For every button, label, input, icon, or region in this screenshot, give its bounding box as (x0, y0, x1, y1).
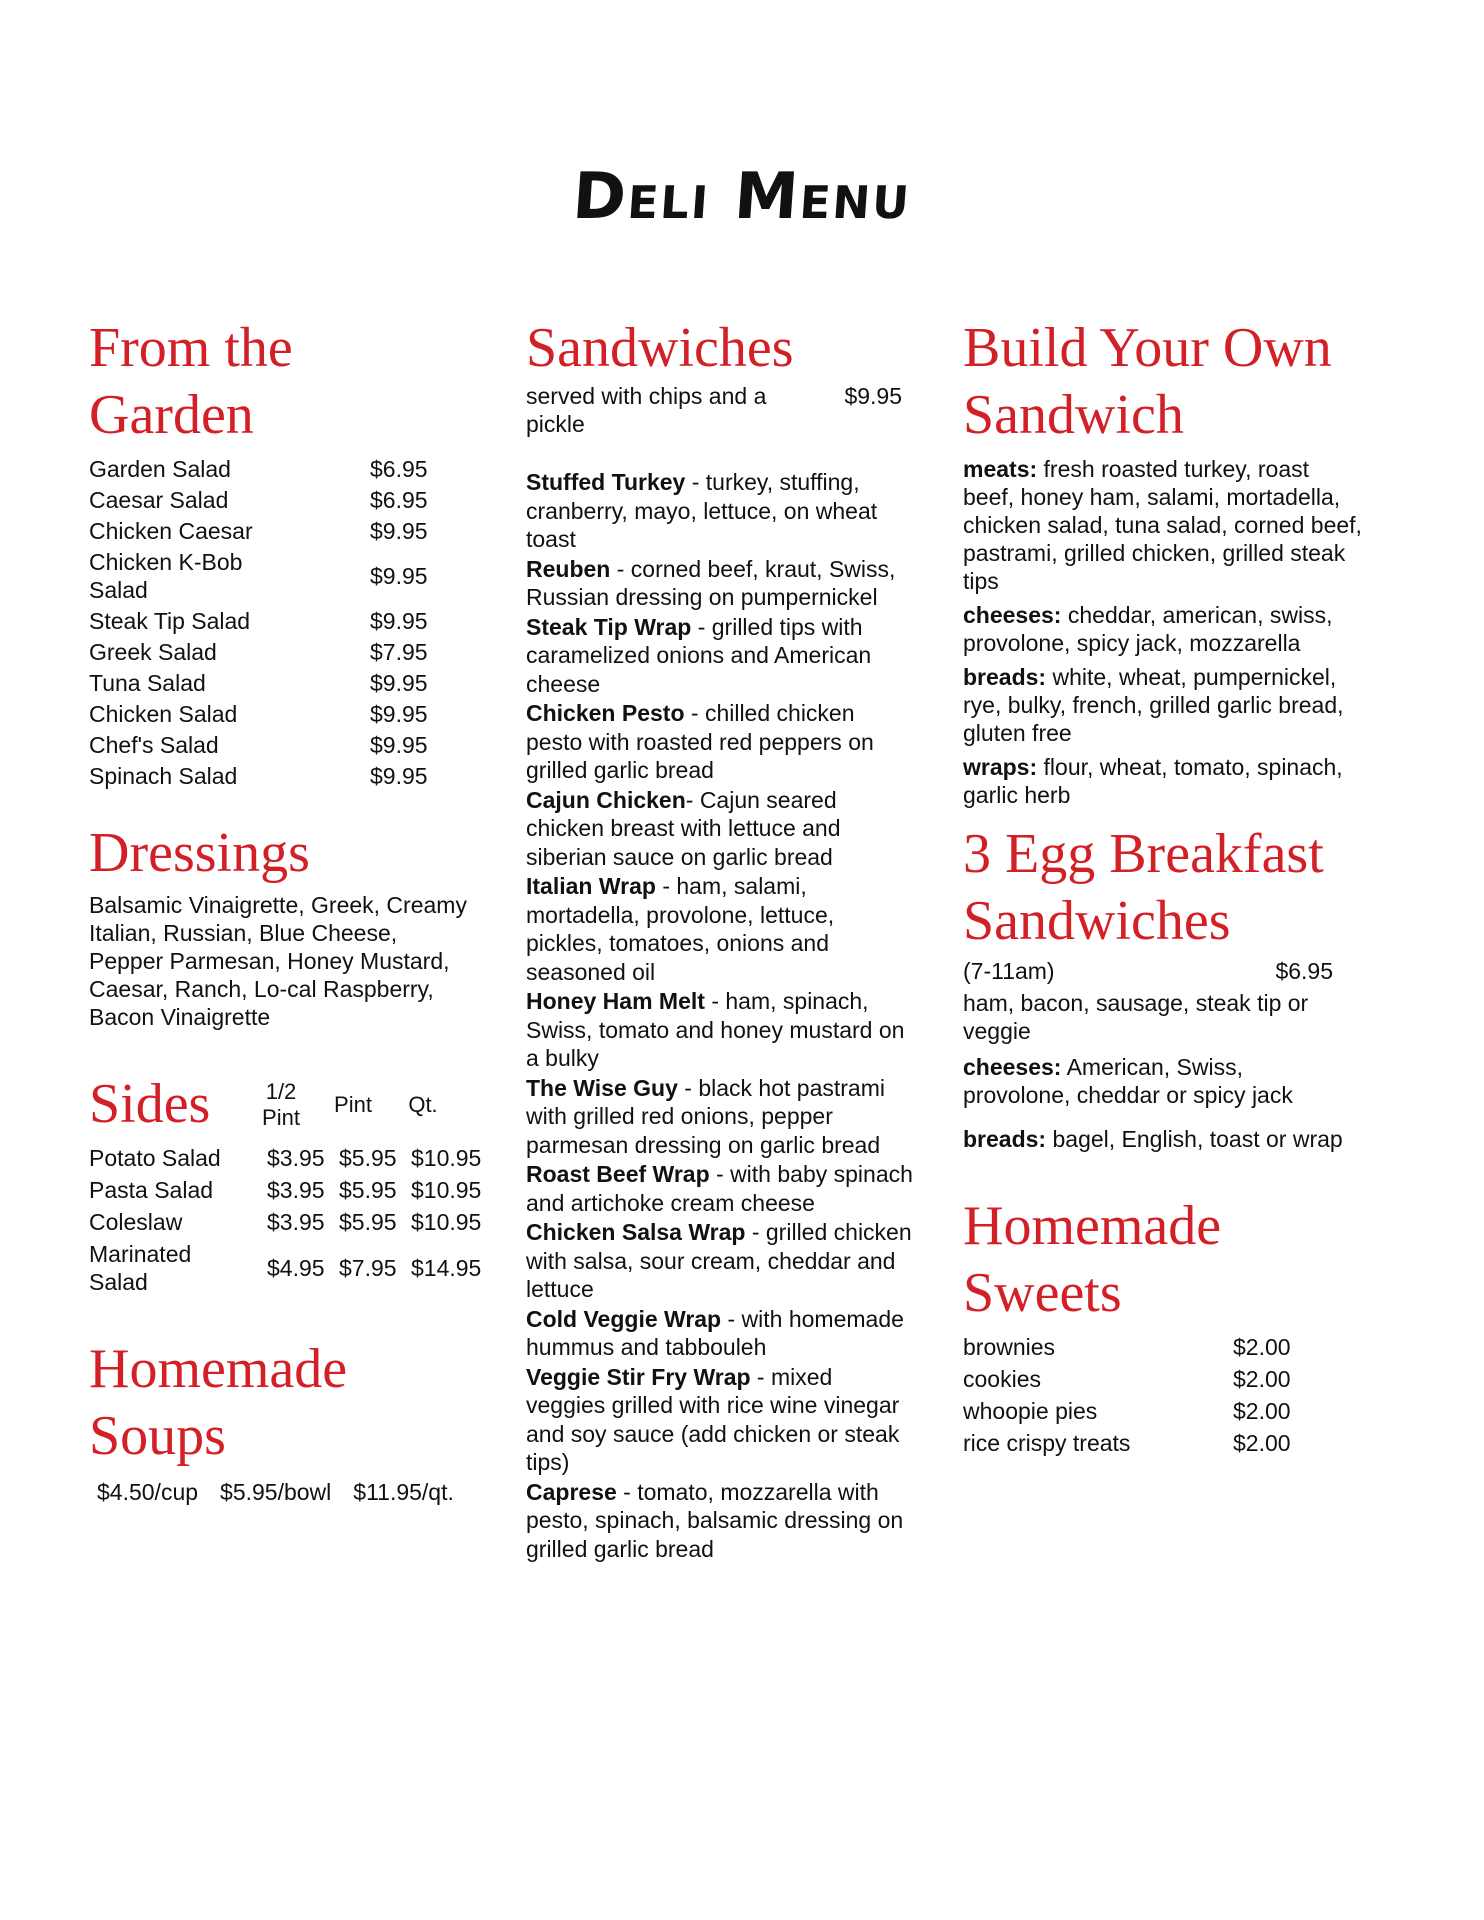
sweet-name: rice crispy treats (963, 1430, 1131, 1456)
table-row (89, 1176, 489, 1204)
sandwich-desc: - grilled tips with caramelized onions and American cheese (526, 613, 872, 697)
sandwich-desc: - Cajun seared chicken breast with lettuce and siberian sauce on garlic bread (526, 786, 841, 870)
table-row (89, 1240, 489, 1296)
list-item (89, 700, 489, 728)
table-row (89, 1208, 489, 1236)
option-label: cheeses: (963, 1054, 1062, 1080)
sides-heading: Sides (89, 1073, 211, 1135)
option-text: American, Swiss, provolone, cheddar or spicy jack (963, 1054, 1293, 1108)
sandwich-name: The Wise Guy (526, 1074, 678, 1101)
list-item (526, 468, 914, 554)
list-item (526, 1363, 914, 1477)
item-price: $9.95 (370, 732, 428, 758)
sandwich-name: Honey Ham Melt (526, 988, 705, 1014)
sandwich-name: Veggie Stir Fry Wrap (526, 1363, 751, 1390)
item-price: $9.95 (370, 701, 428, 727)
option-label: wraps: (963, 754, 1038, 780)
price-half: $4.95 (267, 1255, 325, 1281)
list-item (89, 607, 489, 635)
side-name: Coleslaw (89, 1209, 183, 1235)
sandwiches-heading: Sandwiches (526, 317, 794, 379)
build-heading: Build Your Own Sandwich (963, 317, 1332, 446)
sandwich-name: Italian Wrap (526, 873, 656, 899)
list-item (526, 1160, 914, 1217)
item-name: Chicken Caesar (89, 518, 253, 544)
sides-col-pint: Pint (334, 1091, 372, 1117)
price-half: $3.95 (267, 1177, 325, 1203)
sweets-heading: Homemade Sweets (963, 1195, 1222, 1324)
item-price: $9.95 (370, 563, 428, 589)
soups-prices (89, 1478, 489, 1506)
sandwiches-price: $9.95 (844, 383, 902, 409)
sweet-name: whoopie pies (963, 1398, 1098, 1424)
option-label: cheeses: (963, 602, 1062, 628)
price-pint: $7.95 (339, 1255, 397, 1281)
sandwich-name: Cajun Chicken (526, 786, 686, 813)
list-item (89, 731, 489, 759)
list-item (89, 669, 489, 697)
list-item (89, 486, 489, 514)
sides-col-qt: Qt. (408, 1091, 438, 1117)
item-price: $7.95 (370, 639, 428, 665)
price-qt: $10.95 (411, 1177, 482, 1203)
sweet-name: brownies (963, 1334, 1056, 1360)
list-item (526, 1305, 914, 1362)
price-pint: $5.95 (339, 1209, 397, 1235)
breakfast-hours: (7-11am) (963, 958, 1055, 984)
item-name: Steak Tip Salad (89, 608, 251, 634)
option-label: breads: (963, 664, 1047, 690)
sweets-list (963, 1333, 1373, 1457)
side-name: Pasta Salad (89, 1177, 214, 1203)
sandwich-list (526, 468, 914, 1563)
list-item (526, 1074, 914, 1160)
column-left (89, 315, 489, 1506)
list-item (526, 872, 914, 986)
sandwich-desc: - ham, spinach, Swiss, tomato and honey mustard on a bulky (526, 988, 905, 1071)
item-name: Spinach Salad (89, 763, 238, 789)
sandwich-desc: - with baby spinach and artichoke cream cheese (526, 1161, 913, 1216)
garden-heading: From the Garden (89, 317, 293, 446)
price-pint: $5.95 (339, 1177, 397, 1203)
dressings-text: Balsamic Vinaigrette, Greek, Creamy Italian, Russian, Blue Cheese, Pepper Parmesan, Honey Mustard, Caesar, Ranch, Lo-cal Raspberry, Bacon Vinaigrette (89, 892, 467, 1030)
sandwich-name: Chicken Salsa Wrap (526, 1219, 746, 1245)
list-item (526, 699, 914, 785)
item-price: $9.95 (370, 763, 428, 789)
column-center (526, 315, 916, 1564)
sandwich-name: Cold Veggie Wrap (526, 1305, 722, 1332)
sandwich-desc: - chilled chicken pesto with roasted red peppers on grilled garlic bread (526, 700, 874, 783)
option-label: breads: (963, 1126, 1047, 1152)
sweet-name: cookies (963, 1366, 1041, 1392)
item-price: $6.95 (370, 487, 428, 513)
sandwiches-subtitle-row (526, 382, 902, 438)
list-item (963, 1365, 1373, 1393)
build-option (963, 601, 1363, 657)
option-text: flour, wheat, tomato, spinach, garlic herb (963, 754, 1343, 808)
sides-header (89, 1071, 489, 1138)
sandwich-desc: - tomato, mozzarella with pesto, spinach, balsamic dressing on grilled garlic bread (526, 1478, 904, 1562)
breakfast-heading: 3 Egg Breakfast Sandwiches (963, 823, 1324, 952)
price-half: $3.95 (267, 1145, 325, 1171)
breakfast-options: ham, bacon, sausage, steak tip or veggie (963, 990, 1309, 1044)
sweet-price: $2.00 (1233, 1398, 1291, 1424)
sandwich-desc: - black hot pastrami with grilled red onions, pepper parmesan dressing on garlic bread (526, 1074, 885, 1158)
sandwich-name: Roast Beef Wrap (526, 1161, 710, 1187)
build-option (963, 455, 1363, 595)
item-name: Chicken K-Bob Salad (89, 549, 243, 603)
list-item (89, 548, 489, 604)
sandwich-name: Stuffed Turkey (526, 469, 686, 495)
breakfast-option (963, 1053, 1353, 1109)
breakfast-price: $6.95 (1275, 958, 1333, 984)
item-name: Caesar Salad (89, 487, 229, 513)
list-item (963, 1397, 1373, 1425)
sandwiches-subtitle: served with chips and a pickle (526, 383, 767, 437)
item-name: Chicken Salad (89, 701, 238, 727)
sandwich-desc: - mixed veggies grilled with rice wine vinegar and soy sauce (add chicken or steak tips) (526, 1363, 900, 1475)
sandwich-desc: - with homemade hummus and tabbouleh (526, 1305, 904, 1360)
item-price: $9.95 (370, 670, 428, 696)
price-qt: $10.95 (411, 1145, 482, 1171)
list-item (89, 455, 489, 483)
sandwich-desc: - ham, salami, mortadella, provolone, lettuce, pickles, tomatoes, onions and seasoned oil (526, 873, 835, 985)
soup-cup-price: $4.50/cup (97, 1479, 199, 1505)
sandwich-name: Reuben (526, 555, 611, 582)
list-item (526, 613, 914, 699)
list-item (526, 987, 914, 1073)
dressings-heading: Dressings (89, 822, 310, 884)
soup-qt-price: $11.95/qt. (353, 1479, 454, 1505)
breakfast-option (963, 1125, 1353, 1153)
soup-bowl-price: $5.95/bowl (220, 1479, 332, 1505)
sandwich-name: Steak Tip Wrap (526, 613, 692, 640)
price-qt: $10.95 (411, 1209, 482, 1235)
option-text: white, wheat, pumpernickel, rye, bulky, french, grilled garlic bread, gluten free (963, 664, 1344, 746)
list-item (526, 1218, 914, 1304)
build-option (963, 753, 1363, 809)
sandwich-desc: - grilled chicken with salsa, sour cream, cheddar and lettuce (526, 1219, 912, 1302)
item-name: Garden Salad (89, 456, 231, 482)
breakfast-hours-row (963, 957, 1333, 985)
soups-heading: Homemade Soups (89, 1338, 348, 1467)
list-item (526, 1478, 914, 1564)
list-item (89, 517, 489, 545)
column-right (963, 315, 1373, 1461)
price-pint: $5.95 (339, 1145, 397, 1171)
item-price: $9.95 (370, 518, 428, 544)
sides-list (89, 1144, 489, 1296)
option-text: fresh roasted turkey, roast beef, honey ham, salami, mortadella, chicken salad, tuna salad, corned beef, pastrami, grilled chicken, grilled steak tips (963, 456, 1362, 594)
item-price: $9.95 (370, 608, 428, 634)
list-item (963, 1333, 1373, 1361)
sandwich-desc: - turkey, stuffing, cranberry, mayo, lettuce, on wheat toast (526, 469, 878, 552)
price-half: $3.95 (267, 1209, 325, 1235)
item-name: Greek Salad (89, 639, 217, 665)
sweet-price: $2.00 (1233, 1334, 1291, 1360)
item-name: Chef's Salad (89, 732, 219, 758)
item-name: Tuna Salad (89, 670, 206, 696)
list-item (89, 762, 489, 790)
list-item (526, 555, 914, 612)
side-name: Potato Salad (89, 1145, 221, 1171)
list-item (89, 638, 489, 666)
sweet-price: $2.00 (1233, 1366, 1291, 1392)
build-option (963, 663, 1363, 747)
garden-list (89, 455, 489, 790)
menu-title: Deli Menu (570, 160, 914, 234)
option-label: meats: (963, 456, 1038, 482)
sandwich-name: Caprese (526, 1478, 617, 1505)
sandwich-desc: - corned beef, kraut, Swiss, Russian dressing on pumpernickel (526, 555, 896, 610)
build-list (963, 455, 1363, 809)
list-item (963, 1429, 1373, 1457)
side-name: Marinated Salad (89, 1241, 192, 1295)
list-item (526, 786, 914, 872)
sandwich-name: Chicken Pesto (526, 700, 685, 726)
sides-col-half: 1/2 Pint (262, 1078, 300, 1130)
sweet-price: $2.00 (1233, 1430, 1291, 1456)
price-qt: $14.95 (411, 1255, 482, 1281)
item-price: $6.95 (370, 456, 428, 482)
table-row (89, 1144, 489, 1172)
option-text: bagel, English, toast or wrap (1046, 1126, 1343, 1152)
option-text: cheddar, american, swiss, provolone, spicy jack, mozzarella (963, 602, 1333, 656)
